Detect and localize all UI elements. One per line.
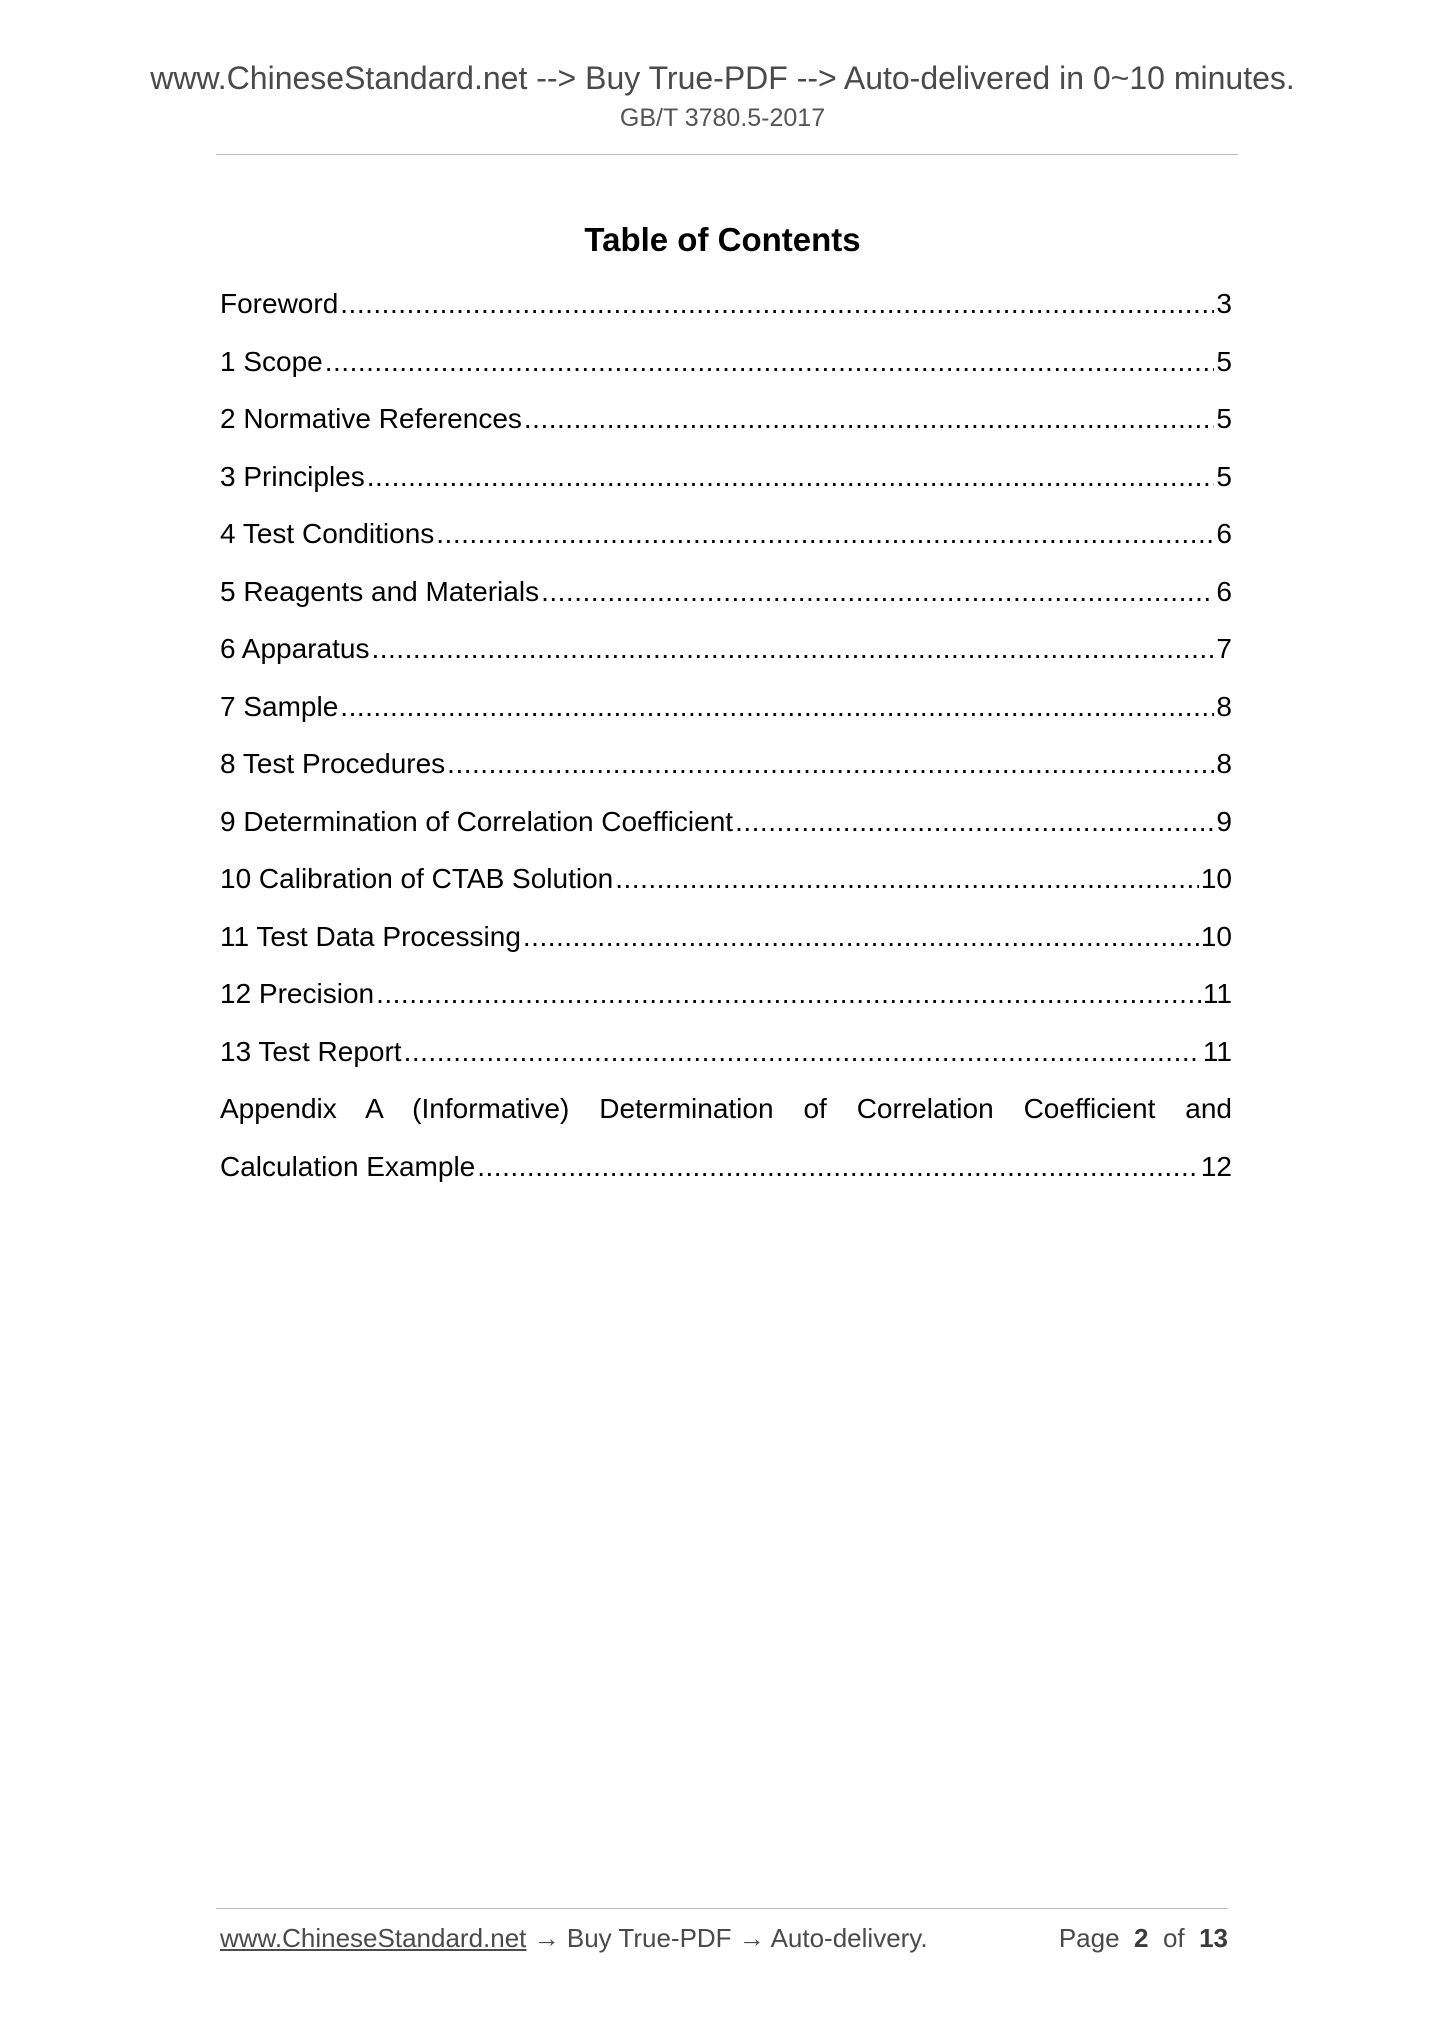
toc-entry-page: 10 (1200, 920, 1232, 952)
toc-leader-dots (340, 685, 1214, 729)
toc-entry-page: 5 (1216, 345, 1232, 377)
toc-entry-page: 7 (1216, 633, 1232, 664)
header-divider (216, 154, 1238, 155)
toc-entry-label: 6 Apparatus (220, 633, 370, 664)
toc-entry-page: 6 (1216, 518, 1232, 549)
toc-entry-label: 13 Test Report (220, 1035, 402, 1067)
toc-leader-dots (615, 857, 1199, 901)
toc-entry-scope[interactable] (220, 340, 1232, 398)
toc-entry-label: 4 Test Conditions (220, 518, 435, 549)
toc-list (220, 282, 1232, 1202)
toc-leader-dots (477, 1145, 1199, 1189)
toc-leader-dots (541, 570, 1214, 614)
toc-entry-page: 6 (1216, 575, 1232, 607)
toc-entry-label: 10 Calibration of CTAB Solution (220, 863, 614, 894)
toc-entry-label: 5 Reagents and Materials (220, 575, 540, 607)
toc-leader-dots (376, 972, 1201, 1016)
toc-entry-label: 8 Test Procedures (220, 748, 446, 779)
toc-entry-correlation-coefficient[interactable] (220, 800, 1232, 858)
toc-entry-label: 3 Principles (220, 460, 365, 492)
toc-entry-label: 9 Determination of Correlation Coefficient (220, 805, 734, 837)
footer-tagline: → Buy True-PDF → Auto-delivery. (526, 1923, 928, 1953)
toc-entry-label: Appendix A (Informative) Determination of Correlation Coefficient and (220, 1093, 1232, 1124)
toc-entry-test-report[interactable] (220, 1030, 1232, 1088)
toc-entry-apparatus[interactable] (220, 627, 1232, 685)
toc-entry-label: 1 Scope (220, 345, 323, 377)
page-footer (220, 1918, 1228, 1958)
toc-entry-page: 12 (1200, 1150, 1232, 1182)
toc-leader-dots (404, 1030, 1201, 1074)
toc-entry-label: 2 Normative References (220, 403, 522, 434)
toc-entry-normative-references[interactable] (220, 397, 1232, 455)
toc-entry-label: 12 Precision (220, 978, 375, 1009)
toc-entry-page: 8 (1216, 690, 1232, 722)
toc-leader-dots (735, 800, 1214, 844)
toc-entry-label: 7 Sample (220, 690, 339, 722)
toc-entry-sample[interactable] (220, 685, 1232, 743)
toc-entry-label: 11 Test Data Processing (220, 920, 521, 952)
toc-entry-ctab-calibration[interactable] (220, 857, 1232, 915)
toc-entry-page: 8 (1216, 748, 1232, 779)
page-word: Page (1058, 1923, 1120, 1953)
of-word: of (1162, 1923, 1185, 1953)
toc-leader-dots (524, 397, 1215, 441)
toc-entry-data-processing[interactable] (220, 915, 1232, 973)
toc-entry-page: 3 (1216, 288, 1232, 319)
page-total: 13 (1199, 1923, 1228, 1953)
toc-title: Table of Contents (584, 221, 861, 258)
toc-entry-label: Foreword (220, 288, 339, 319)
toc-entry-precision[interactable] (220, 972, 1232, 1030)
standard-code: GB/T 3780.5-2017 (619, 104, 826, 132)
toc-entry-page: 9 (1216, 805, 1232, 837)
toc-entry-label: Calculation Example (220, 1150, 476, 1182)
toc-leader-dots (340, 282, 1214, 326)
toc-entry-page: 10 (1200, 863, 1232, 894)
toc-leader-dots (325, 340, 1215, 384)
page-number (1059, 1918, 1228, 1958)
toc-entry-page: 11 (1202, 978, 1232, 1009)
toc-entry-page: 5 (1216, 460, 1232, 492)
toc-leader-dots (371, 627, 1214, 671)
toc-entry-reagents-materials[interactable] (220, 570, 1232, 628)
toc-entry-appendix-a-continued[interactable] (220, 1145, 1232, 1203)
toc-leader-dots (436, 512, 1214, 556)
toc-entry-test-procedures[interactable] (220, 742, 1232, 800)
toc-entry-page: 11 (1202, 1035, 1232, 1067)
toc-entry-appendix-a[interactable] (220, 1087, 1232, 1145)
footer-divider (216, 1908, 1228, 1909)
footer-left (220, 1918, 928, 1958)
footer-site-link[interactable]: www.ChineseStandard.net (220, 1923, 527, 1953)
toc-entry-page: 5 (1216, 403, 1232, 434)
toc-entry-foreword[interactable] (220, 282, 1232, 340)
toc-leader-dots (367, 455, 1215, 499)
toc-leader-dots (447, 742, 1214, 786)
page-current: 2 (1134, 1923, 1149, 1953)
toc-leader-dots (523, 915, 1199, 959)
site-banner: www.ChineseStandard.net --> Buy True-PDF --> Auto-delivered in 0~10 minutes. (150, 60, 1295, 96)
toc-entry-principles[interactable] (220, 455, 1232, 513)
toc-entry-test-conditions[interactable] (220, 512, 1232, 570)
